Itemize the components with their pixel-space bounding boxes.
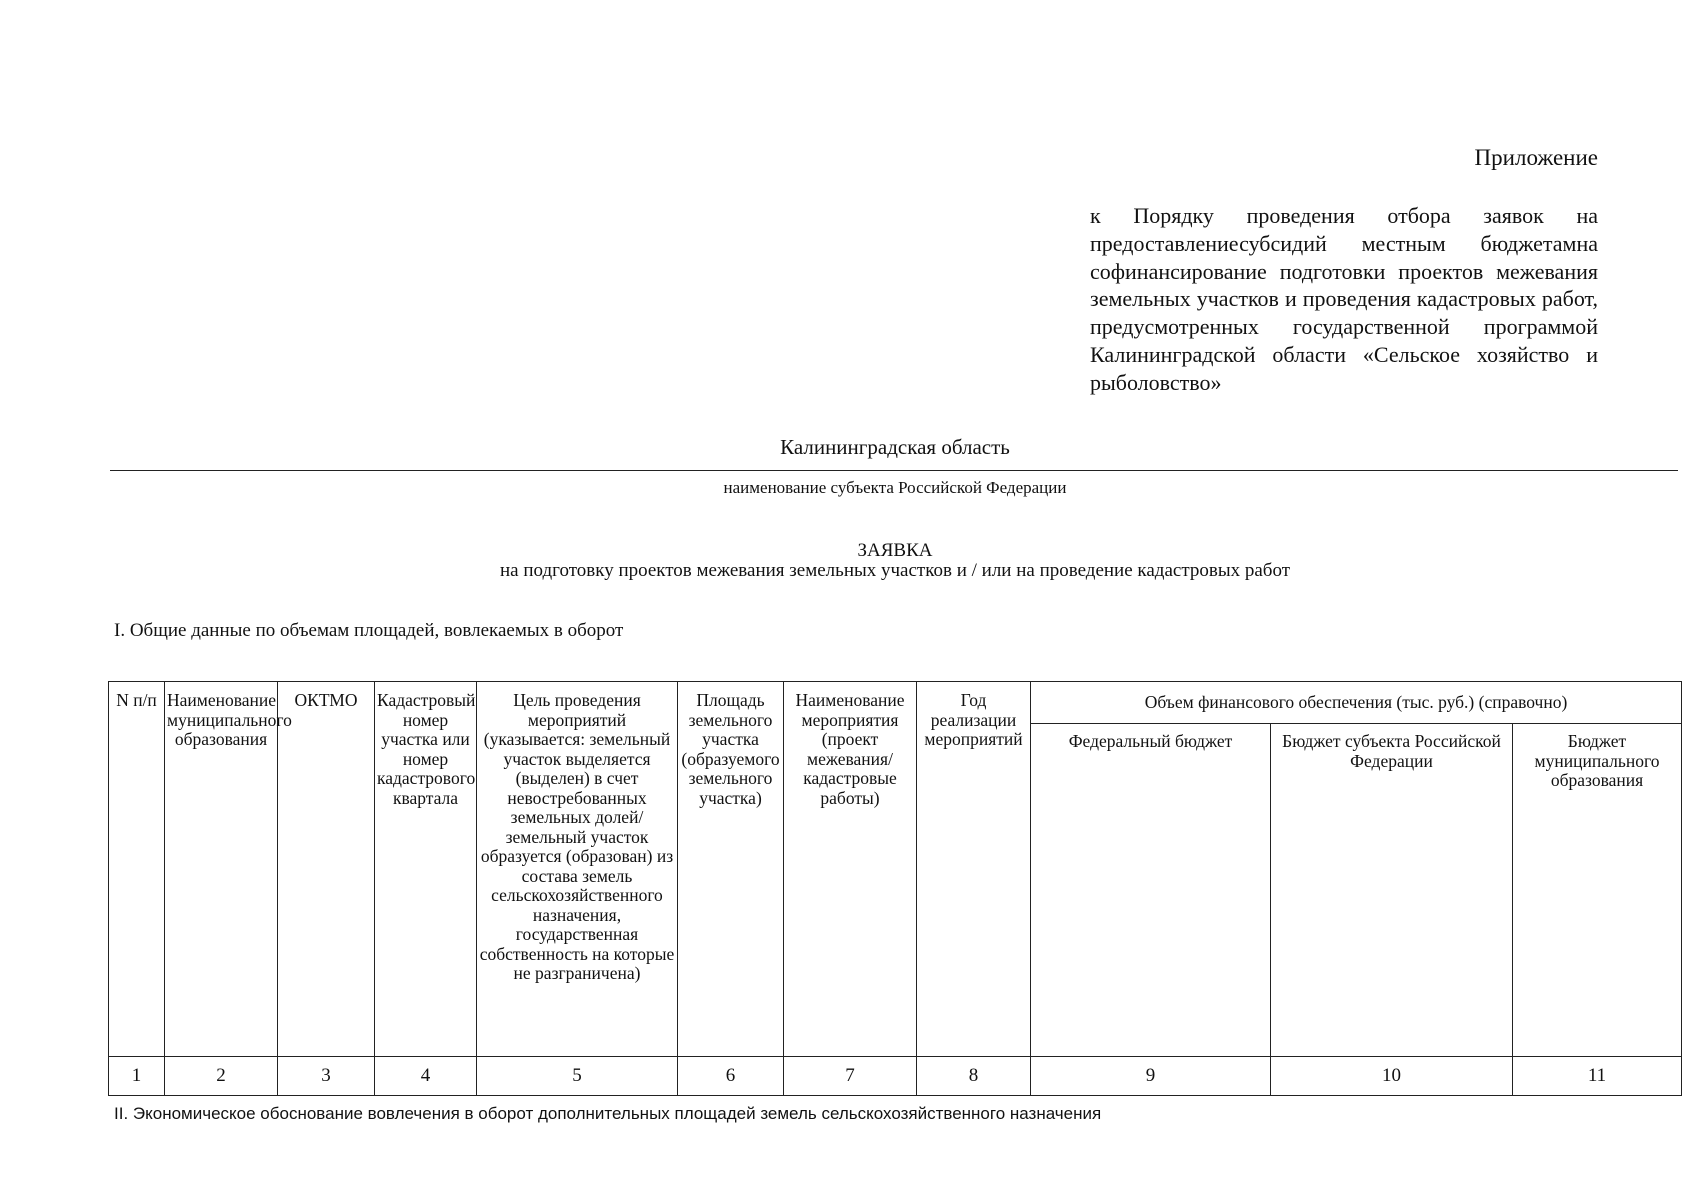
column-number: 1 bbox=[109, 1057, 165, 1096]
column-header-cadastral-number: Кадастровый номер участка или номер кадастрового квартала bbox=[375, 682, 477, 1057]
column-header-financing: Объем финансового обеспечения (тыс. руб.) (справочно) bbox=[1031, 682, 1682, 724]
document-title: ЗАЯВКА bbox=[857, 540, 933, 561]
column-number: 4 bbox=[375, 1057, 477, 1096]
column-header-activity-name: Наименование мероприятия (проект межевания/кадастровые работы) bbox=[784, 682, 917, 1057]
application-table bbox=[108, 681, 1682, 1096]
column-number: 5 bbox=[477, 1057, 678, 1096]
appendix-description: к Порядку проведения отбора заявок на предоставлениесубсидий местным бюджетамна софинансирование подготовки проектов межевания земельных участков и проведения кадастровых работ, предусмотренных государственной программой Калининградской области «Сельское хозяйство и рыболовство» bbox=[1090, 203, 1598, 395]
document-subtitle: на подготовку проектов межевания земельных участков и / или на проведение кадастровых работ bbox=[500, 560, 1290, 581]
column-header-year: Год реализации мероприятий bbox=[917, 682, 1031, 1057]
column-header-purpose: Цель проведения мероприятий (указывается: земельный участок выделяется (выделен) в счет невостребованных земельных долей/земельный участок образуется (образован) из состава земель сельскохозяйственного назначения, государственная собственность на которые не разграничена) bbox=[477, 682, 678, 1057]
column-numbers-row bbox=[109, 1057, 1682, 1096]
column-number: 7 bbox=[784, 1057, 917, 1096]
region-underline bbox=[110, 470, 1678, 471]
column-number: 3 bbox=[278, 1057, 375, 1096]
section-1-title: I. Общие данные по объемам площадей, вовлекаемых в оборот bbox=[114, 620, 624, 641]
column-number: 9 bbox=[1031, 1057, 1271, 1096]
column-header-municipal-budget: Бюджет муниципального образования bbox=[1513, 724, 1682, 1057]
column-header-municipality: Наименование муниципального образования bbox=[165, 682, 278, 1057]
column-number: 8 bbox=[917, 1057, 1031, 1096]
column-header-federal-budget: Федеральный бюджет bbox=[1031, 724, 1271, 1057]
column-number: 11 bbox=[1513, 1057, 1682, 1096]
column-header-area: Площадь земельного участка (образуемого земельного участка) bbox=[678, 682, 784, 1057]
column-number: 6 bbox=[678, 1057, 784, 1096]
region-name: Калининградская область bbox=[780, 435, 1010, 459]
column-number: 10 bbox=[1271, 1057, 1513, 1096]
column-number: 2 bbox=[165, 1057, 278, 1096]
column-header-regional-budget: Бюджет субъекта Российской Федерации bbox=[1271, 724, 1513, 1057]
section-2-title: II. Экономическое обоснование вовлечения в оборот дополнительных площадей земель сельскохозяйственного назначения bbox=[114, 1104, 1102, 1123]
column-header-number: N п/п bbox=[109, 682, 165, 1057]
appendix-title: Приложение bbox=[1474, 145, 1598, 170]
table-header-row bbox=[109, 682, 1682, 724]
column-header-oktmo: ОКТМО bbox=[278, 682, 375, 1057]
region-caption: наименование субъекта Российской Федерации bbox=[723, 478, 1067, 497]
